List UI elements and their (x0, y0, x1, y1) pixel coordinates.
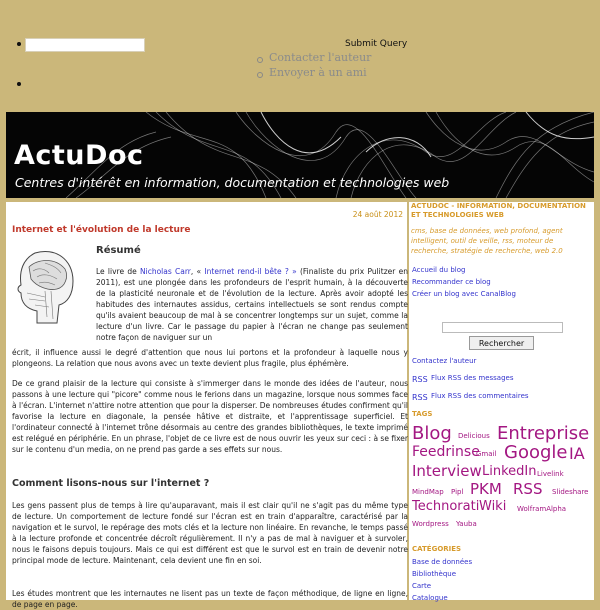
category-link[interactable]: Catalogue (412, 594, 448, 602)
tag-link[interactable]: Gmail (476, 450, 497, 458)
rss-icon: RSS (412, 375, 428, 384)
section-heading: Comment lisons-nous sur l'internet ? (12, 478, 210, 489)
book-link[interactable]: Internet rend-il bête ? » (204, 267, 297, 276)
intro-paragraph (96, 266, 408, 343)
site-header-banner (6, 112, 594, 198)
category-link[interactable]: Base de données (412, 558, 473, 566)
send-to-friend-link[interactable]: Envoyer à un ami (269, 66, 367, 79)
summary-heading: Résumé (96, 245, 141, 256)
contact-author-sidebar-link[interactable]: Contactez l'auteur (412, 357, 477, 365)
category-link[interactable]: Carte (412, 582, 432, 590)
blog-description: cms, base de données, web profond, agent intelligent, outil de veille, rss, moteur de recherche, stratégie de recherche, web 2.0 (411, 227, 563, 255)
top-search-input[interactable] (25, 38, 145, 52)
intro-paragraph-continued: écrit, il influence aussi le degré d'attention que nous lui portons et la profondeur à laquelle nous y plongeons. La relation que nous avons avec un texte devient plus fragile, plus éphémère. (12, 348, 408, 368)
tag-link[interactable]: Google (504, 442, 568, 463)
rss-posts-link[interactable]: Flux RSS des messages (431, 374, 514, 382)
tag-link[interactable]: RSS (513, 480, 543, 498)
paragraph-2: De ce grand plaisir de la lecture qui consiste à s'immerger dans le monde des idées de l'auteur, nous passons à une lecture qui "picore" comme nous le ferions dans un magazine, lorsque nous sommes face à l'écran. L'internet n'attire notre attention que pour la disperser. De nombreuses études confirment qu'il favorise la lecture en diagonale, la pensée hâtive et distraite, et l'apprentissage superficiel. Et l'ordinateur connecté à l'internet trône désormais au centre des grandes bibliothèques, le texte imprimé est relégué en périphérie. En un phrase, l'objet de ce livre est de nous ouvrir les yeux sur ceci : à se fixer sur le contenu d'un media, on ne prend pas garde a ses effets sur nous. (12, 379, 408, 454)
intro-text-mid: , « (190, 267, 205, 276)
list-bullet-icon (17, 82, 21, 86)
rss-icon: RSS (412, 393, 428, 402)
site-tagline: Centres d'intérêt en information, documentation et technologies web (15, 175, 450, 190)
intro-text-rest: (Finaliste du prix Pulitzer en 2011), est une plongée dans les profondeurs de l'esprit humain, à la découverte de la plasticité neuronale et de l'évolution de la lecture. Après avoir adopté les habitudes des internautes assidus, certains intellectuels se sont rendus compte qu'ils avaient beaucoup de mal à se concentrer longtemps sur un sujet, comme la lecture d'un livre. Car le passage du papier à l'écran ne change pas seulement notre façon de naviguer sur un (96, 267, 408, 342)
tag-link[interactable]: Technorati (412, 499, 480, 514)
tag-link[interactable]: LinkedIn (482, 464, 537, 479)
main-content (6, 202, 408, 609)
post-date: 24 août 2012 (352, 210, 403, 219)
tag-link[interactable]: MindMap (412, 488, 444, 496)
tag-link[interactable]: Slideshare (552, 488, 589, 496)
submit-query-button[interactable]: Submit Query (345, 39, 408, 49)
sidebar (409, 202, 594, 600)
tag-link[interactable]: PKM (470, 480, 502, 498)
tag-link[interactable]: Wordpress (412, 520, 449, 528)
tag-link[interactable]: Feedrinse (412, 444, 480, 460)
tag-link[interactable]: Delicious (458, 432, 490, 440)
contact-author-link[interactable]: Contacter l'auteur (269, 51, 372, 64)
search-button[interactable]: Rechercher (469, 336, 534, 350)
create-blog-link[interactable]: Créer un blog avec CanalBlog (412, 290, 516, 298)
tag-link[interactable]: WolframAlpha (517, 505, 567, 513)
sidebar-search-input[interactable] (442, 322, 563, 333)
blog-title: ACTUDOC - INFORMATION, DOCUMENTATION ET TECHNOLOGIES WEB (411, 202, 586, 219)
intro-text-start: Le livre de (96, 267, 140, 276)
paragraph-4: Les études montrent que les internautes ne lisent pas un texte de façon méthodique, de ligne en ligne, de page en page. (12, 589, 408, 609)
tag-link[interactable]: Yauba (456, 520, 477, 528)
tag-link[interactable]: Pipl (451, 488, 464, 496)
tag-link[interactable]: Livelink (537, 470, 564, 478)
tag-link[interactable]: Interview (412, 462, 482, 480)
paragraph-3: Les gens passent plus de temps à lire qu'auparavant, mais il est clair qu'il ne s'agit pas du même type de lecture. Un comportement de lecture fondé sur l'écran est en train d'apparaître, caractérisé par la navigation et le survol, le repérage des mots clés et la lecture non linéaire. En revanche, le temps passé à la lecture profonde et concentrée décroît régulièrement. Il n'y a pas de mal à naviguer et à survoler, nous le faisons depuis toujours. Mais ce qui est différent est que le survol est en train de devenir notre principal mode de lecture. Maintenant, cela devient une fin en soi. (12, 501, 408, 565)
category-link[interactable]: Bibliothèque (412, 570, 457, 578)
site-title[interactable]: ActuDoc (14, 140, 144, 171)
tags-heading: TAGS (412, 410, 433, 418)
brain-head-illustration (15, 247, 79, 327)
home-link[interactable]: Accueil du blog (412, 266, 466, 274)
top-bar (0, 0, 600, 108)
list-bullet-icon (17, 42, 21, 46)
author-link[interactable]: Nicholas Carr (140, 267, 191, 276)
categories-heading: CATÉGORIES (412, 545, 462, 553)
tag-link[interactable]: Wiki (479, 499, 507, 514)
tag-link[interactable]: Entreprise (497, 423, 590, 444)
post-title[interactable]: Internet et l'évolution de la lecture (12, 225, 191, 235)
tag-link[interactable]: Blog (412, 423, 452, 444)
recommend-link[interactable]: Recommander ce blog (412, 278, 491, 286)
rss-comments-link[interactable]: Flux RSS des commentaires (431, 392, 529, 400)
tag-link[interactable]: IA (569, 444, 585, 463)
